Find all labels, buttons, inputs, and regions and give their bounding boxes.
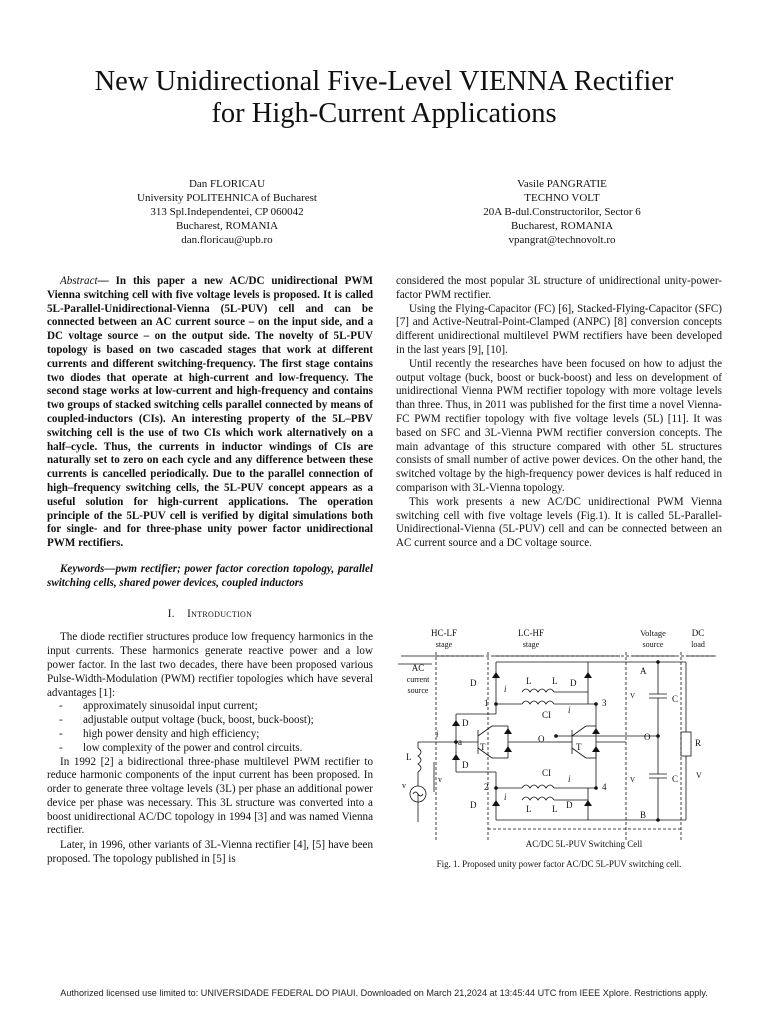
abstract-text: — In this paper a new AC/DC unidirectional PWM Vienna switching cell with five voltage levels is proposed. It is called 5L-Parallel-Unidirectional-Vienna (5L-PUV) cell and can be connected between an AC current source – on the input side, and a DC voltage source – on the output side. The novelty of 5L-PUV topology is based on two cascaded stages that work at different currents and different switching-frequency. The first stage contains two diodes that operate at high-current and low-frequency. The second stage works at low-current and high-frequency and contains two groups of stacked switching cells parallel connected by means of coupled-inductors (CIs). An interesting property of the 5L–PBV switching cell is the use of two CIs which work alternatively on a half–cycle. Thus, the currents in inductor windings of CIs are naturally set to zero on each cycle and any difference between these currents is cancelled periodically. Due to the parallel connection of high–frequency switching cells, the 5L-PUV concept appears as a useful solution for high-current applications. The operation principle of the 5L-PUV cell is verified by digital simulations both for single- and for three-phase unity power factor unidirectional PWM rectifiers. bbox=[47, 275, 373, 550]
node-a-upper: A bbox=[640, 666, 647, 676]
stage-label-lchf: LC-HF bbox=[517, 628, 545, 638]
label-vdc2-bottom: V bbox=[630, 776, 636, 784]
label-d22: D bbox=[566, 800, 573, 810]
label-ci1: CI bbox=[542, 710, 551, 720]
label-t2: T bbox=[576, 742, 582, 752]
list-item: - approximately sinusoidal input current; bbox=[59, 700, 373, 714]
author-city: Bucharest, ROMANIA bbox=[175, 220, 279, 232]
right-paragraph-4: This work presents a new AC/DC unidirectional PWM Vienna switching cell with five voltage levels (Fig.1). It is called 5L-Parallel-Unidirectional-Vienna (5L-PUV) cell and can be connected between an AC current source and a DC voltage source. bbox=[396, 495, 722, 550]
author-affiliation: University POLITEHNICA of Bucharest bbox=[137, 192, 317, 204]
author-block-2 bbox=[432, 177, 692, 247]
right-paragraph-2: Using the Flying-Capacitor (FC) [6], Stacked-Flying-Capacitor (SFC) [7] and Active-Neutral-Point-Clamped (ANPC) [8] conversion concepts different unidirectional multilevel PWM rectifiers have been developed in the last years [9], [10]. bbox=[396, 302, 722, 356]
label-t1: T bbox=[480, 742, 486, 752]
author-email[interactable]: dan.floricau@upb.ro bbox=[181, 234, 273, 246]
stage-word: stage bbox=[522, 640, 540, 649]
node-4: 4 bbox=[602, 782, 607, 792]
ac-current-label: current bbox=[406, 675, 430, 684]
section-title: Introduction bbox=[187, 607, 253, 620]
author-email[interactable]: vpangrat@technovolt.ro bbox=[508, 234, 616, 246]
author-name: Vasile PANGRATIE bbox=[517, 178, 607, 190]
label-l-c1: L bbox=[526, 676, 532, 686]
label-c1: C bbox=[672, 694, 679, 704]
circuit-figure bbox=[396, 622, 722, 852]
list-item: - high power density and high efficiency; bbox=[59, 728, 373, 742]
label-i1: i bbox=[504, 684, 507, 694]
author-address: 20A B-dul.Constructorilor, Sector 6 bbox=[483, 206, 641, 218]
node-b: B bbox=[640, 810, 647, 820]
label-r: R bbox=[695, 738, 702, 748]
label-l-c1b: L bbox=[552, 676, 558, 686]
source-word: source bbox=[642, 640, 664, 649]
right-paragraph-3: Until recently the researches have been focused on how to adjust the output voltage (buck, boost or buck-boost) and less on development of unidirectional Vienna PWM rectifier topology with more voltage levels than three. Thus, in 2011 was published for the first time a novel Vienna-FC PWM rectifier topology with five voltage levels (5L) [11]. It was based on SFC and 3L-Vienna PWM rectifier conversion concepts. The main advantage of this structure compared with other 5L structures consists of small number of active power devices. On the other hand, the switched voltage by the high-frequency power devices is half reduced in comparison with 3L-Vienna topology. bbox=[396, 357, 722, 494]
load-word: load bbox=[691, 640, 705, 649]
label-i4: i bbox=[568, 774, 571, 784]
title-line-2: for High-Current Applications bbox=[211, 98, 557, 129]
label-dd: D bbox=[462, 760, 469, 770]
stage-label-hclf: HC-LF bbox=[430, 628, 458, 638]
intro-paragraph-3: Later, in 1996, other variants of 3L-Vienna rectifier [4], [5] have been proposed. The topology published in [5] is bbox=[47, 839, 373, 866]
node-1: 1 bbox=[484, 698, 489, 708]
label-vdc2-top: V bbox=[630, 692, 636, 700]
right-column bbox=[396, 275, 722, 551]
label-d11: D bbox=[470, 678, 477, 688]
author-address: 313 Spl.Independentei, CP 060042 bbox=[150, 206, 304, 218]
left-column bbox=[47, 275, 373, 867]
section-number: I. bbox=[167, 607, 175, 620]
label-ia: i bbox=[436, 729, 439, 739]
cell-label: AC/DC 5L-PUV Switching Cell bbox=[525, 839, 643, 849]
node-a-lower: a bbox=[458, 737, 462, 747]
label-d21: D bbox=[470, 800, 477, 810]
license-footer: Authorized licensed use limited to: UNIVERSIDADE FEDERAL DO PIAUI. Downloaded on March 21,2024 at 13:45:44 UTC from IEEE Xplore. Restrictions apply. bbox=[60, 988, 708, 998]
label-vsa: v bbox=[402, 781, 406, 790]
author-city: Bucharest, ROMANIA bbox=[510, 220, 614, 232]
author-affiliation: TECHNO VOLT bbox=[524, 192, 600, 204]
ac-source-label: source bbox=[407, 686, 429, 695]
node-o-left: O bbox=[538, 734, 545, 744]
intro-paragraph-2: In 1992 [2] a bidirectional three-phase multilevel PWM rectifier to reduce harmonic components of the input current has been proposed. In order to generate three voltage levels (3L) per phase an additional power device per phase was necessary. This 3L structure was converted into a boost unidirectional AC/DC topology in 1994 [3] and was named Vienna rectifier. bbox=[47, 755, 373, 837]
ac-label: AC bbox=[411, 663, 425, 673]
label-l-c2b: L bbox=[552, 804, 558, 814]
keywords: Keywords—pwm rectifier; power factor corection topology, parallel switching cells, shared power devices, coupled inductors bbox=[47, 562, 373, 589]
label-ci2: CI bbox=[542, 768, 551, 778]
node-3: 3 bbox=[602, 698, 607, 708]
intro-paragraph-1: The diode rectifier structures produce low frequency harmonics in the input currents. These harmonics generate reactive power and a low power factor. In the last two decades, there have been proposed various Pulse-Width-Modulation (PWM) rectifier topologies which have several advantages [1]: bbox=[47, 631, 373, 699]
figure-caption: Fig. 1. Proposed unity power factor AC/DC 5L-PUV switching cell. bbox=[436, 859, 682, 869]
label-du: D bbox=[462, 718, 469, 728]
dc-label: DC bbox=[691, 628, 705, 638]
label-i2: i bbox=[504, 792, 507, 802]
label-vdc: V bbox=[696, 771, 702, 780]
advantages-list bbox=[47, 700, 373, 755]
label-i3: i bbox=[568, 705, 571, 715]
title-line-1: New Unidirectional Five-Level VIENNA Rectifier bbox=[94, 66, 674, 97]
right-paragraph-1: considered the most popular 3L structure of unidirectional unity-power-factor PWM rectifier. bbox=[396, 275, 722, 301]
paper-title bbox=[0, 66, 768, 130]
voltage-source-label: Voltage bbox=[640, 628, 666, 638]
list-item: - adjustable output voltage (buck, boost, buck-boost); bbox=[59, 714, 373, 728]
node-o-right: O bbox=[644, 732, 651, 742]
abstract bbox=[47, 275, 373, 551]
author-block-1 bbox=[97, 177, 357, 247]
label-l-c2: L bbox=[526, 804, 532, 814]
abstract-label: Abstract bbox=[60, 275, 98, 287]
label-vao: v bbox=[438, 775, 442, 784]
node-2: 2 bbox=[484, 782, 489, 792]
label-c2: C bbox=[672, 774, 679, 784]
stage-word: stage bbox=[435, 640, 453, 649]
author-name: Dan FLORICAU bbox=[188, 178, 266, 190]
label-l: L bbox=[406, 752, 412, 762]
list-item: - low complexity of the power and control circuits. bbox=[59, 742, 373, 756]
label-d12: D bbox=[570, 678, 577, 688]
section-heading bbox=[47, 608, 373, 622]
